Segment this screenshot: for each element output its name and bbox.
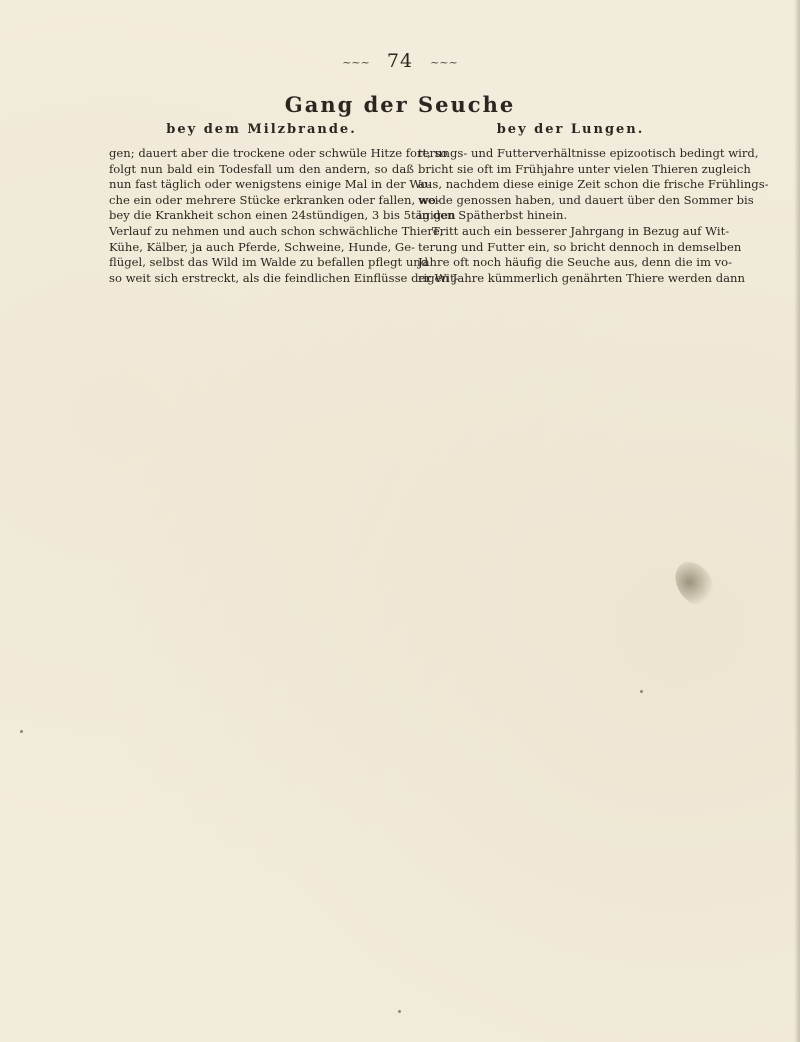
right-column-heading: bey der Lungen. — [496, 122, 645, 137]
ornament-left: ~~~ — [342, 55, 370, 69]
page-header — [0, 50, 800, 72]
text-line: terung und Futter ein, so bricht dennoch in demselben — [418, 239, 742, 254]
text-line: weide genossen haben, und dauert über den Sommer bis — [418, 192, 754, 207]
text-line: bricht sie oft im Frühjahre unter vielen Thieren zugleich — [418, 161, 751, 176]
text-line: Jahre oft noch häufig die Seuche aus, denn die im vo- — [418, 255, 733, 270]
text-line: nun fast täglich oder wenigstens einige Mal in der Wo- — [109, 177, 432, 192]
text-line: Verlauf zu nehmen und auch schon schwächliche Thiere, — [109, 223, 444, 238]
text-line: aus, nachdem diese einige Zeit schon die frische Frühlings- — [418, 177, 769, 192]
text-line: folgt nun bald ein Todesfall um den andern, so daß — [109, 161, 414, 176]
page-number: 74 — [386, 50, 414, 72]
text-line: gen; dauert aber die trockene oder schwüle Hitze fort, so — [109, 146, 448, 160]
text-line: terungs- und Futterverhältnisse epizootisch bedingt wird, — [418, 146, 759, 160]
paper-speck — [640, 690, 643, 693]
text-line: Tritt auch ein besserer Jahrgang in Bezug auf Wit- — [432, 223, 730, 238]
text-line: in den Spätherbst hinein. — [418, 208, 568, 223]
paper-speck — [398, 1010, 401, 1013]
text-line: Kühe, Kälber, ja auch Pferde, Schweine, Hunde, Ge- — [109, 239, 415, 254]
page-edge-shadow — [794, 0, 800, 1042]
left-column-heading: bey dem Milzbrande. — [166, 122, 357, 137]
text-line: flügel, selbst das Wild im Walde zu befallen pflegt und — [109, 255, 429, 270]
text-line: che ein oder mehrere Stücke erkranken oder fallen, wo- — [109, 192, 440, 207]
text-line: rigen Jahre kümmerlich genährten Thiere werden dann — [418, 270, 745, 285]
ink-smudge — [667, 555, 722, 614]
paper-speck — [20, 730, 23, 733]
text-line: bey die Krankheit schon einen 24stündigen, 3 bis 5tägigen — [109, 208, 456, 223]
text-line: so weit sich erstreckt, als die feindlichen Einflüsse der Wit- — [109, 270, 459, 285]
running-title: Gang der Seuche — [284, 92, 516, 117]
right-column — [418, 122, 769, 286]
left-column — [109, 122, 459, 286]
ornament-right: ~~~ — [430, 55, 458, 69]
